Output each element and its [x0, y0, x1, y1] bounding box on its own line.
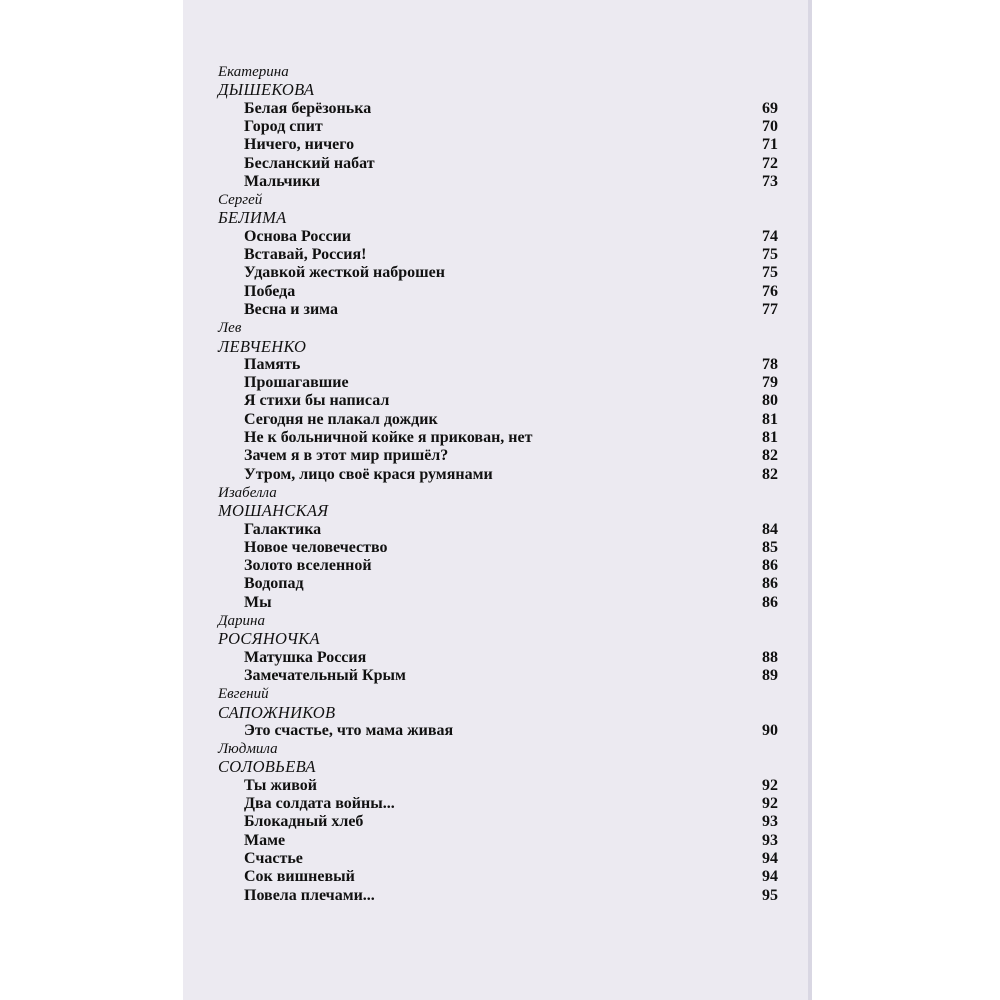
- toc-entry-page: 92: [762, 795, 778, 812]
- author-last-name-line: [0, 630, 1000, 648]
- toc-entry-page: 79: [762, 374, 778, 392]
- toc-entry-title: Замечательный Крым: [244, 666, 406, 684]
- toc-entry-title: Прошагавшие: [244, 374, 349, 392]
- toc-entry-title: Новое человечество: [244, 538, 388, 556]
- toc-entry-title: Зачем я в этот мир пришёл?: [244, 447, 449, 465]
- toc-entry-page: 77: [762, 300, 778, 318]
- toc-entry-page: 78: [762, 355, 778, 373]
- toc-entry: [0, 832, 1000, 850]
- author-first-name-line: [0, 612, 1000, 630]
- toc-entry-title: Счастье: [244, 849, 303, 867]
- toc-entry-title: Водопад: [244, 575, 304, 593]
- toc-entry-title: Победа: [244, 282, 296, 300]
- toc-entry-page: 86: [762, 593, 778, 611]
- toc-entry-title: Ничего, ничего: [244, 136, 355, 154]
- toc-entry: [0, 649, 1000, 667]
- toc-entry-title: Галактика: [244, 520, 322, 538]
- toc-entry-page: 71: [762, 136, 778, 154]
- toc-entry-page: 73: [762, 172, 778, 190]
- author-last-name: ДЫШЕКОВА: [218, 80, 315, 100]
- author-first-name-line: [0, 484, 1000, 502]
- toc-entry: [0, 868, 1000, 886]
- author-first-name-line: [0, 685, 1000, 703]
- toc-entry-title: Мальчики: [244, 172, 321, 190]
- toc-entry-title: Не к больничной койке я прикован, нет: [244, 429, 533, 446]
- toc-entry-page: 86: [762, 575, 778, 593]
- toc-entry-title: Память: [244, 355, 301, 373]
- toc-entry-title: Город спит: [244, 117, 323, 135]
- toc-entry: [0, 557, 1000, 575]
- toc-entry-title: Повела плечами...: [244, 886, 375, 904]
- author-last-name: САПОЖНИКОВ: [218, 702, 336, 722]
- author-first-name: Людмила: [218, 741, 278, 758]
- toc-entry-title: Бесланский набат: [244, 154, 375, 172]
- toc-entry: [0, 392, 1000, 410]
- toc-entry-page: 92: [762, 776, 778, 794]
- toc-entry-title: Маме: [244, 831, 286, 849]
- toc-entry: [0, 667, 1000, 685]
- author-last-name-line: [0, 704, 1000, 722]
- toc-entry: [0, 575, 1000, 593]
- toc-entry-page: 82: [762, 465, 778, 483]
- toc-entry-title: Вставай, Россия!: [244, 246, 367, 263]
- toc-entry: [0, 264, 1000, 282]
- author-first-name: Сергей: [218, 192, 263, 209]
- toc-entry-page: 95: [762, 886, 778, 904]
- toc-entry-title: Золото вселенной: [244, 557, 372, 575]
- toc-entry-page: 85: [762, 538, 778, 556]
- toc-entry-page: 88: [762, 648, 778, 666]
- author-first-name: Евгений: [218, 686, 269, 703]
- toc-entry-page: 80: [762, 392, 778, 410]
- author-first-name-line: [0, 191, 1000, 209]
- toc-entry: [0, 447, 1000, 465]
- toc-entry: [0, 887, 1000, 905]
- author-last-name: ЛЕВЧЕНКО: [218, 336, 307, 356]
- toc-entry: [0, 521, 1000, 539]
- author-last-name: РОСЯНОЧКА: [218, 629, 320, 649]
- author-first-name: Екатерина: [218, 64, 289, 80]
- toc-entry-page: 76: [762, 282, 778, 300]
- toc-entry: [0, 155, 1000, 173]
- author-last-name-line: [0, 758, 1000, 776]
- toc-entry: [0, 594, 1000, 612]
- toc-entry: [0, 777, 1000, 795]
- toc-entry: [0, 228, 1000, 246]
- author-last-name: БЕЛИМА: [218, 208, 287, 228]
- toc-entry-page: 86: [762, 557, 778, 575]
- toc-entry-title: Блокадный хлеб: [244, 813, 364, 831]
- author-first-name-line: [0, 740, 1000, 758]
- toc-entry-page: 90: [762, 721, 778, 739]
- toc-entry: [0, 246, 1000, 264]
- author-first-name: Дарина: [218, 613, 265, 629]
- toc-entry-title: Ты живой: [244, 776, 317, 794]
- toc-entry-title: Матушка Россия: [244, 648, 367, 666]
- toc-entry-page: 75: [762, 264, 778, 282]
- author-first-name-line: [0, 319, 1000, 337]
- toc-entry: [0, 118, 1000, 136]
- toc-entry: [0, 795, 1000, 813]
- toc-entry-title: Утром, лицо своё крася румянами: [244, 465, 493, 483]
- toc-entry: [0, 100, 1000, 118]
- toc-entry-page: 84: [762, 520, 778, 538]
- toc-entry: [0, 429, 1000, 447]
- toc-entry-title: Сок вишневый: [244, 868, 355, 886]
- author-last-name: СОЛОВЬЕВА: [218, 757, 316, 777]
- author-first-name: Лев: [218, 320, 242, 337]
- author-last-name-line: [0, 502, 1000, 520]
- toc-entry-title: Два солдата войны...: [244, 795, 395, 812]
- toc-entry: [0, 411, 1000, 429]
- toc-entry-page: 81: [762, 429, 778, 446]
- toc-entry-page: 82: [762, 447, 778, 465]
- toc-entry: [0, 850, 1000, 868]
- toc-entry-title: Белая берёзонька: [244, 99, 372, 117]
- toc-entry-page: 89: [762, 666, 778, 684]
- toc-entry: [0, 813, 1000, 831]
- toc-entry-page: 93: [762, 813, 778, 831]
- author-last-name: МОШАНСКАЯ: [218, 501, 329, 521]
- toc-entry-page: 69: [762, 99, 778, 117]
- toc-entry-page: 74: [762, 227, 778, 245]
- author-first-name: Изабелла: [218, 484, 277, 501]
- toc-entry-page: 70: [762, 117, 778, 135]
- toc-entry-title: Весна и зима: [244, 300, 338, 318]
- toc-entry-title: Мы: [244, 593, 272, 611]
- toc-entry: [0, 722, 1000, 740]
- toc-entry: [0, 356, 1000, 374]
- toc-entry: [0, 466, 1000, 484]
- author-first-name-line: [0, 63, 1000, 81]
- toc-entry-page: 72: [762, 154, 778, 172]
- toc-entry: [0, 374, 1000, 392]
- toc-entry: [0, 301, 1000, 319]
- toc-entry-page: 81: [762, 410, 778, 428]
- toc-entry-title: Удавкой жесткой наброшен: [244, 264, 445, 282]
- toc-entry-page: 75: [762, 246, 778, 263]
- toc-entry: [0, 173, 1000, 191]
- toc-entry-title: Сегодня не плакал дождик: [244, 410, 438, 428]
- author-last-name-line: [0, 81, 1000, 99]
- toc-entry: [0, 539, 1000, 557]
- toc-entry-title: Это счастье, что мама живая: [244, 721, 454, 739]
- toc-entry-page: 94: [762, 849, 778, 867]
- toc-entry-page: 93: [762, 831, 778, 849]
- toc-entry-title: Основа России: [244, 227, 352, 245]
- toc-entry-title: Я стихи бы написал: [244, 392, 390, 410]
- author-last-name-line: [0, 209, 1000, 227]
- toc-entry: [0, 283, 1000, 301]
- author-last-name-line: [0, 338, 1000, 356]
- toc-entry: [0, 136, 1000, 154]
- toc-entry-page: 94: [762, 868, 778, 886]
